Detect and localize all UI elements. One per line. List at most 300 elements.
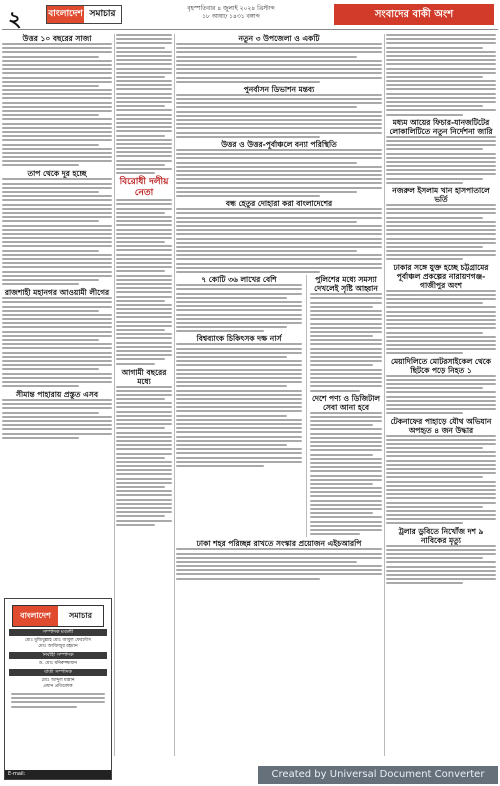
- text-line: [176, 402, 302, 404]
- text-line: [2, 81, 112, 83]
- article-body: [310, 293, 382, 391]
- text-line: [310, 381, 382, 383]
- text-line: [176, 394, 302, 396]
- text-line: [310, 327, 382, 329]
- text-line: [176, 330, 264, 332]
- text-line: [386, 88, 496, 90]
- text-line: [386, 476, 483, 478]
- article-body: [2, 43, 112, 166]
- text-line: [2, 433, 112, 435]
- text-line: [310, 364, 373, 366]
- text-line: [310, 335, 373, 337]
- text-line: [176, 377, 302, 379]
- issue-line-2: ১৮ আষাঢ় ১৪৩১ বঙ্গাব্দ: [202, 13, 260, 20]
- text-line: [310, 373, 382, 375]
- headline: রাজশাহী মহানগর আওয়ামী লীগের: [4, 288, 110, 298]
- headline: ৭ কোটি ৩৬ লাখের বেশি: [201, 275, 277, 285]
- text-line: [2, 356, 112, 358]
- text-line: [386, 229, 496, 231]
- text-line: [116, 63, 172, 65]
- text-line: [176, 436, 302, 438]
- text-line: [116, 342, 172, 344]
- text-line: [116, 38, 172, 40]
- text-line: [386, 383, 496, 385]
- text-line: [176, 72, 382, 74]
- text-line: [386, 455, 496, 457]
- text-line: [176, 221, 357, 223]
- text-line: [116, 350, 172, 352]
- text-line: [386, 502, 496, 504]
- text-line: [176, 569, 382, 571]
- text-line: [176, 77, 382, 79]
- text-line: [386, 233, 496, 235]
- text-line: [2, 275, 112, 277]
- text-line: [176, 578, 320, 580]
- text-line: [2, 237, 112, 239]
- text-line: [386, 136, 496, 138]
- text-line: [176, 267, 382, 269]
- text-line: [386, 250, 496, 252]
- article-body: [2, 399, 112, 439]
- text-line: [2, 364, 112, 366]
- text-line: [2, 322, 112, 324]
- text-line: [116, 203, 172, 205]
- text-line: [116, 172, 155, 174]
- text-line: [386, 464, 496, 466]
- text-line: [176, 348, 302, 350]
- text-line: [386, 553, 496, 555]
- headline: উত্তর ১০ বছরের সাজা: [22, 34, 92, 43]
- text-line: [386, 80, 496, 82]
- text-line: [116, 453, 172, 455]
- text-line: [116, 245, 172, 247]
- text-line: [386, 42, 496, 44]
- text-line: [176, 162, 357, 164]
- text-line: [176, 258, 382, 260]
- ad-line: প্রধান প্রতিবেদক: [43, 684, 73, 689]
- text-line: [176, 406, 302, 408]
- text-line: [2, 339, 99, 341]
- text-line: [310, 445, 382, 447]
- text-line: [176, 557, 382, 559]
- text-line: [116, 237, 172, 239]
- text-line: [176, 51, 382, 53]
- text-line: [2, 135, 112, 137]
- text-line: [386, 212, 496, 214]
- text-line: [2, 420, 112, 422]
- text-line: [386, 561, 496, 563]
- text-line: [386, 566, 496, 568]
- text-line: [176, 452, 302, 454]
- text-line: [386, 76, 483, 78]
- text-line: [116, 76, 165, 78]
- text-line: [116, 448, 172, 450]
- text-line: [386, 105, 483, 107]
- page-number: ২: [8, 6, 22, 31]
- text-line: [176, 440, 302, 442]
- text-line: [116, 490, 172, 492]
- text-line: [2, 225, 112, 227]
- ad-logo-right: সমাচার: [68, 611, 93, 620]
- text-line: [176, 318, 302, 320]
- ad-logo-left: বাংলাদেশ: [13, 606, 58, 626]
- text-line: [116, 406, 172, 408]
- text-line: [116, 88, 172, 90]
- text-line: [2, 68, 112, 70]
- text-line: [176, 385, 287, 387]
- text-line: [386, 59, 496, 61]
- article-body: [386, 136, 496, 184]
- text-line: [386, 225, 496, 227]
- ad-email[interactable]: E-mail: bangladeshsomachar@gmail.com: [5, 770, 111, 779]
- text-line: [310, 390, 360, 392]
- text-line: [116, 118, 172, 120]
- text-line: [310, 462, 382, 464]
- text-line: [176, 427, 302, 429]
- text-line: [310, 306, 373, 308]
- headline: বিরোধী দলীয় নেতা: [119, 177, 169, 199]
- text-line: [176, 242, 382, 244]
- text-line: [386, 148, 483, 150]
- text-line: [116, 42, 172, 44]
- article-body: [176, 43, 382, 83]
- text-line: [310, 352, 382, 354]
- text-line: [2, 148, 112, 150]
- text-line: [310, 508, 382, 510]
- text-line: [2, 233, 112, 235]
- text-line: [176, 136, 320, 138]
- text-line: [2, 102, 112, 104]
- text-line: [176, 293, 302, 295]
- text-line: [2, 377, 112, 379]
- text-line: [310, 533, 360, 535]
- text-line: [176, 448, 302, 450]
- text-line: [386, 315, 496, 317]
- text-line: [116, 55, 172, 57]
- text-line: [2, 373, 112, 375]
- text-line: [310, 437, 382, 439]
- text-line: [116, 432, 172, 434]
- text-line: [116, 499, 172, 501]
- text-line: [386, 336, 496, 338]
- text-line: [386, 51, 496, 53]
- text-line: [310, 343, 382, 345]
- text-line: [310, 516, 382, 518]
- text-line: [386, 387, 483, 389]
- text-line: [116, 482, 172, 484]
- text-line: [176, 381, 302, 383]
- text-line: [116, 229, 172, 231]
- text-line: [116, 51, 172, 53]
- text-line: [116, 300, 165, 302]
- text-line: [2, 241, 112, 243]
- text-line: [386, 165, 496, 167]
- text-line: [176, 225, 382, 227]
- text-line: [386, 404, 496, 406]
- text-line: [2, 368, 99, 370]
- text-line: [116, 524, 155, 526]
- text-line: [116, 486, 165, 488]
- text-line: [386, 443, 496, 445]
- text-line: [310, 475, 382, 477]
- text-line: [116, 109, 172, 111]
- text-line: [176, 565, 382, 567]
- text-line: [386, 545, 496, 547]
- text-line: [386, 204, 496, 206]
- text-line: [2, 424, 112, 426]
- text-line: [176, 465, 264, 467]
- text-line: [176, 111, 382, 113]
- headline: ঢাকার সঙ্গে যুক্ত হচ্ছে চট্টগ্রামের পূর্বাঞ্চল প্রকল্পের নারায়ণগঞ্জ-গাজীপুর অংশ: [393, 262, 489, 290]
- text-line: [176, 115, 382, 117]
- text-line: [2, 204, 112, 206]
- article-body: [310, 412, 382, 535]
- text-line: [116, 444, 172, 446]
- text-line: [176, 254, 382, 256]
- article-body: [386, 204, 496, 260]
- text-line: [386, 114, 463, 116]
- headline: বিশ্বব্যাংক চিকিৎসক দক্ষ নার্স: [196, 334, 282, 344]
- text-line: [176, 288, 302, 290]
- text-line: [386, 340, 496, 342]
- article-body: [176, 284, 302, 332]
- text-line: [386, 412, 463, 414]
- headline: বন্ধ হেতুর দোহারা করা বাংলাদেশের: [225, 199, 333, 209]
- text-line: [176, 360, 302, 362]
- text-line: [116, 283, 172, 285]
- text-line: [386, 144, 496, 146]
- ad-line: ড. মোঃ মনিরুজ্জামান: [38, 661, 78, 666]
- text-line: [310, 377, 382, 379]
- ad-line: মোঃ আব্দুল মান্নান: [41, 678, 75, 683]
- text-line: [116, 47, 165, 49]
- text-line: [116, 440, 172, 442]
- text-line: [116, 465, 172, 467]
- text-line: [116, 130, 172, 132]
- text-line: [176, 94, 382, 96]
- text-line: [176, 123, 382, 125]
- text-line: [176, 398, 302, 400]
- text-line: [2, 271, 112, 273]
- text-line: [2, 131, 112, 133]
- text-line: [176, 356, 287, 358]
- article-body: [2, 297, 112, 387]
- text-line: [386, 323, 496, 325]
- text-line: [116, 427, 165, 429]
- text-line: [310, 454, 373, 456]
- text-line: [386, 294, 496, 296]
- text-line: [2, 89, 112, 91]
- text-line: [176, 548, 382, 550]
- headline: উত্তর ও উত্তর-পূর্বাঞ্চলে বন্যা পরিস্থিতি: [221, 139, 337, 149]
- text-line: [116, 139, 172, 141]
- text-line: [2, 191, 99, 193]
- column-1: [2, 34, 112, 441]
- text-line: [176, 98, 382, 100]
- article-body: [386, 375, 496, 415]
- text-line: [116, 262, 172, 264]
- text-line: [386, 258, 463, 260]
- text-line: [176, 352, 302, 354]
- text-line: [2, 381, 112, 383]
- headline: পুলিশের মধ্যে সমস্যা দেখলেই সৃষ্টি আহ্বান: [314, 275, 378, 294]
- text-line: [310, 412, 382, 414]
- ad-section-bar: নির্বাহী সম্পাদক: [9, 652, 107, 659]
- text-line: [116, 511, 172, 513]
- text-line: [386, 68, 496, 70]
- article-body: [386, 34, 496, 116]
- text-line: [2, 123, 112, 125]
- text-line: [310, 428, 382, 430]
- text-line: [176, 68, 382, 70]
- text-line: [2, 326, 112, 328]
- text-line: [176, 373, 302, 375]
- text-line: [176, 64, 382, 66]
- text-line: [176, 56, 357, 58]
- text-line: [2, 310, 99, 312]
- text-line: [116, 199, 172, 201]
- text-line: [310, 339, 382, 341]
- text-line: [176, 263, 382, 265]
- text-line: [116, 358, 165, 360]
- text-line: [386, 217, 483, 219]
- text-line: [176, 419, 302, 421]
- text-line: [2, 47, 112, 49]
- text-line: [176, 106, 357, 108]
- text-line: [310, 297, 382, 299]
- text-line: [2, 416, 112, 418]
- text-line: [116, 507, 172, 509]
- text-line: [116, 254, 172, 256]
- ad-body: [5, 690, 111, 713]
- text-line: [386, 489, 496, 491]
- text-line: [2, 331, 112, 333]
- text-line: [2, 139, 112, 141]
- text-line: [386, 238, 496, 240]
- text-line: [310, 466, 382, 468]
- text-line: [2, 77, 112, 79]
- text-line: [116, 151, 172, 153]
- text-line: [2, 51, 112, 53]
- headline: মধ্যম আয়ের ফিচার-যানজটিটের লোকালিটিতে নতুন নির্দেশনা জারি: [389, 117, 493, 136]
- text-line: [2, 403, 112, 405]
- column-divider: [174, 34, 175, 756]
- text-line: [2, 160, 112, 162]
- text-line: [176, 284, 302, 286]
- text-line: [116, 212, 165, 214]
- text-line: [386, 327, 496, 329]
- text-line: [2, 335, 112, 337]
- text-line: [2, 266, 112, 268]
- text-line: [116, 287, 172, 289]
- text-line: [116, 312, 172, 314]
- text-line: [310, 356, 382, 358]
- article-body: [386, 435, 496, 525]
- article-body: [176, 548, 382, 579]
- text-line: [386, 435, 496, 437]
- headline: টেকনাফের পাহাড়ে যৌথ অভিযান অপহৃত ৪ জন উদ্ধার: [390, 416, 492, 435]
- text-line: [176, 364, 302, 366]
- text-line: [116, 143, 172, 145]
- text-line: [2, 187, 112, 189]
- text-line: [386, 510, 496, 512]
- article-body: [386, 545, 496, 585]
- article-body: [116, 199, 172, 364]
- text-line: [386, 55, 496, 57]
- text-line: [386, 72, 496, 74]
- text-line: [116, 329, 165, 331]
- text-line: [176, 212, 382, 214]
- text-line: [386, 38, 496, 40]
- text-line: [116, 394, 172, 396]
- text-line: [116, 308, 172, 310]
- text-line: [386, 140, 496, 142]
- text-line: [386, 348, 496, 350]
- text-line: [116, 325, 172, 327]
- text-line: [386, 570, 496, 572]
- text-line: [2, 407, 112, 409]
- text-line: [310, 360, 382, 362]
- text-line: [176, 191, 357, 193]
- text-line: [386, 518, 496, 520]
- text-line: [116, 258, 172, 260]
- column-2: [116, 34, 172, 528]
- text-line: [116, 122, 172, 124]
- text-line: [176, 233, 382, 235]
- text-line: [386, 485, 496, 487]
- headline: সীমান্ত পাহারায় প্রস্তুত এসব: [16, 390, 98, 400]
- text-line: [116, 164, 165, 166]
- text-line: [386, 306, 496, 308]
- text-line: [176, 174, 382, 176]
- text-line: [386, 221, 496, 223]
- text-line: [386, 97, 496, 99]
- article-body: [116, 34, 172, 174]
- text-line: [116, 216, 172, 218]
- article-body: [176, 343, 302, 466]
- text-line: [176, 415, 287, 417]
- text-line: [310, 420, 382, 422]
- text-line: [176, 431, 302, 433]
- text-line: [310, 424, 373, 426]
- text-line: [116, 155, 172, 157]
- text-line: [2, 56, 99, 58]
- text-line: [116, 147, 172, 149]
- text-line: [310, 310, 382, 312]
- headline: পুনর্বাসন ডিভাশন মন্তব্য: [243, 84, 315, 94]
- text-line: [310, 458, 382, 460]
- text-line: [116, 469, 172, 471]
- text-line: [2, 144, 99, 146]
- text-line: [116, 436, 172, 438]
- text-line: [2, 85, 99, 87]
- text-line: [2, 97, 112, 99]
- text-line: [2, 314, 112, 316]
- text-line: [176, 43, 382, 45]
- issue-line-1: বৃহস্পতিবার ৪ জুলাই ২০২৪ খ্রিস্টাব্দ: [187, 5, 275, 12]
- text-line: [310, 479, 382, 481]
- text-line: [386, 178, 483, 180]
- text-line: [176, 208, 382, 210]
- text-line: [116, 419, 172, 421]
- text-line: [11, 693, 105, 695]
- text-line: [176, 153, 382, 155]
- text-line: [2, 347, 112, 349]
- text-line: [116, 266, 172, 268]
- text-line: [116, 105, 165, 107]
- text-line: [116, 68, 172, 70]
- text-line: [310, 487, 382, 489]
